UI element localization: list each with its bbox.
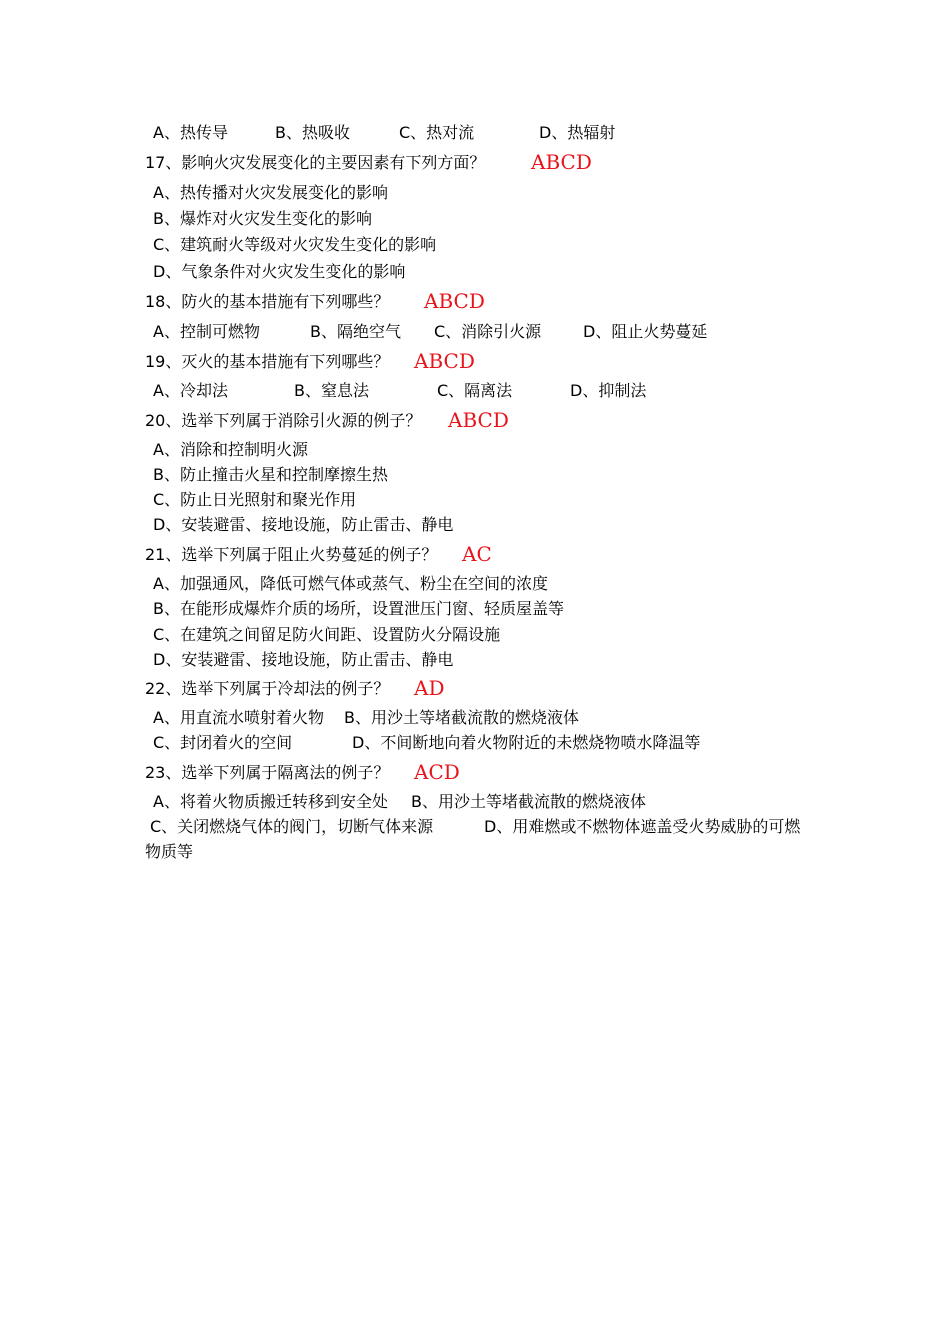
- q23-option-a: A、将着火物质搬迁转移到安全处: [153, 792, 388, 811]
- q23-question: 23、选举下列属于隔离法的例子？: [145, 763, 390, 782]
- q20-option-b: B、防止撞击火星和控制摩擦生热: [153, 465, 388, 484]
- q23-answer: ACD: [414, 760, 460, 784]
- q17-option-d: D、气象条件对火灾发生变化的影响: [153, 262, 406, 281]
- q16-option-c: C、热对流: [399, 123, 475, 142]
- q22-option-c: C、封闭着火的空间: [153, 733, 293, 752]
- q16-option-b: B、热吸收: [275, 123, 350, 142]
- q23-option-c: C、关闭燃烧气体的阀门，切断气体来源: [150, 817, 434, 836]
- q20-option-c: C、防止日光照射和聚光作用: [153, 490, 357, 509]
- q22-option-d: D、不间断地向着火物附近的未燃烧物喷水降温等: [352, 733, 701, 752]
- q19-answer: ABCD: [414, 349, 475, 373]
- q18-option-a: A、控制可燃物: [153, 322, 260, 341]
- q22-question: 22、选举下列属于冷却法的例子？: [145, 679, 390, 698]
- q18-option-d: D、阻止火势蔓延: [583, 322, 708, 341]
- q20-question: 20、选举下列属于消除引火源的例子？: [145, 411, 422, 430]
- q19-question: 19、灭火的基本措施有下列哪些？: [145, 352, 390, 371]
- q21-option-a: A、加强通风，降低可燃气体或蒸气、粉尘在空间的浓度: [153, 574, 548, 593]
- q23-option-b: B、用沙土等堵截流散的燃烧液体: [411, 792, 646, 811]
- q18-option-b: B、隔绝空气: [310, 322, 401, 341]
- q23-option-d-continued: 物质等: [145, 842, 194, 861]
- q19-option-c: C、隔离法: [437, 381, 513, 400]
- q21-option-b: B、在能形成爆炸介质的场所，设置泄压门窗、轻质屋盖等: [153, 599, 564, 618]
- q17-answer: ABCD: [531, 150, 592, 174]
- q21-answer: AC: [462, 542, 492, 566]
- q18-answer: ABCD: [424, 289, 485, 313]
- q20-option-a: A、消除和控制明火源: [153, 440, 308, 459]
- q22-option-a: A、用直流水喷射着火物: [153, 708, 324, 727]
- q17-option-b: B、爆炸对火灾发生变化的影响: [153, 209, 372, 228]
- q16-option-a: A、热传导: [153, 123, 228, 142]
- q21-option-c: C、在建筑之间留足防火间距、设置防火分隔设施: [153, 625, 501, 644]
- q20-option-d: D、安装避雷、接地设施，防止雷击、静电: [153, 515, 454, 534]
- q19-option-d: D、抑制法: [570, 381, 647, 400]
- q19-option-a: A、冷却法: [153, 381, 228, 400]
- q22-option-b: B、用沙土等堵截流散的燃烧液体: [344, 708, 579, 727]
- q23-option-d: D、用难燃或不燃物体遮盖受火势威胁的可燃: [484, 817, 801, 836]
- q17-question: 17、影响火灾发展变化的主要因素有下列方面？: [145, 153, 486, 172]
- q17-option-a: A、热传播对火灾发展变化的影响: [153, 183, 388, 202]
- q21-option-d: D、安装避雷、接地设施，防止雷击、静电: [153, 650, 454, 669]
- q18-question: 18、防火的基本措施有下列哪些？: [145, 292, 390, 311]
- q19-option-b: B、窒息法: [294, 381, 369, 400]
- q21-question: 21、选举下列属于阻止火势蔓延的例子？: [145, 545, 438, 564]
- q18-option-c: C、消除引火源: [434, 322, 542, 341]
- q20-answer: ABCD: [448, 408, 509, 432]
- q22-answer: AD: [414, 676, 445, 700]
- q17-option-c: C、建筑耐火等级对火灾发生变化的影响: [153, 235, 437, 254]
- q16-option-d: D、热辐射: [539, 123, 616, 142]
